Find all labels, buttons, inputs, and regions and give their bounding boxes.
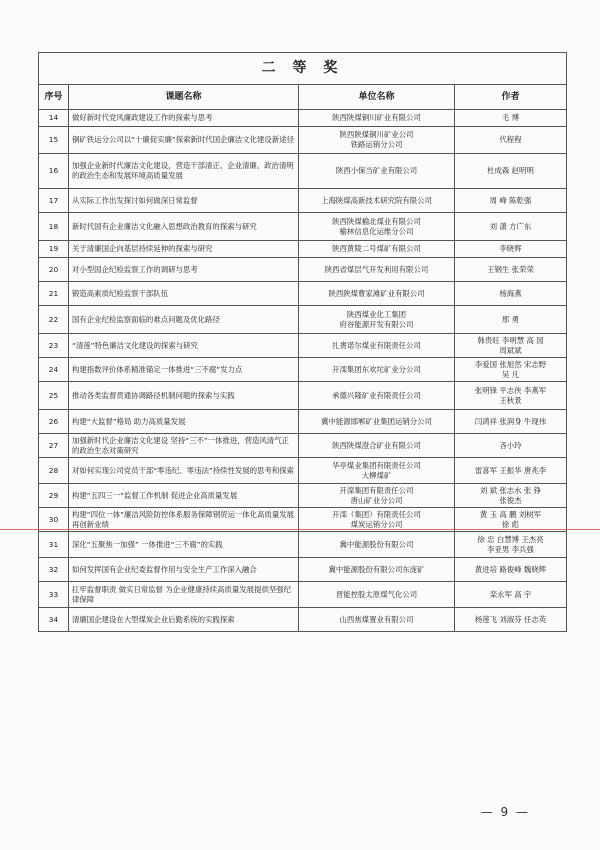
table-row [39, 410, 567, 434]
row-author: 王钢生 张荣荣 [455, 258, 567, 282]
row-number: 27 [39, 434, 69, 458]
row-number: 18 [39, 213, 69, 241]
header-topic: 课题名称 [69, 85, 299, 110]
row-unit: 冀中能源股份有限公司 [299, 532, 455, 558]
table-row [39, 582, 567, 608]
row-topic: 如何发挥国有企业纪委监督作用与安全生产工作深入融合 [69, 558, 299, 582]
row-topic: 清廉国企建设在大型煤炭企业后勤系统的实践探索 [69, 608, 299, 632]
table-row [39, 334, 567, 358]
row-unit: 陕西陕煤榆北煤业有限公司 榆林信息化运维分公司 [299, 213, 455, 241]
table-row [39, 258, 567, 282]
header-unit: 单位名称 [299, 85, 455, 110]
table-row [39, 154, 567, 189]
row-number: 14 [39, 110, 69, 127]
table-row [39, 458, 567, 484]
row-author: 黄进培 路俊峰 魏晓辉 [455, 558, 567, 582]
row-author: 栾永军 高 宇 [455, 582, 567, 608]
row-unit: 陕西黄陵二号煤矿有限公司 [299, 241, 455, 258]
row-topic: 对如何实现公司党员干部“零违纪、零违法”持续性发展的思考和探索 [69, 458, 299, 484]
table-row [39, 358, 567, 382]
table-row [39, 484, 567, 508]
row-unit: 扎赉诺尔煤业有限责任公司 [299, 334, 455, 358]
table-row [39, 382, 567, 410]
row-author: 吝小玲 [455, 434, 567, 458]
row-number: 29 [39, 484, 69, 508]
row-unit: 晋能控股太原煤气化公司 [299, 582, 455, 608]
header-author: 作者 [455, 85, 567, 110]
row-author: 张明锋 平志侠 李燕军 王秋景 [455, 382, 567, 410]
row-author: 刘 斌 张志水 张 铮 张俊杰 [455, 484, 567, 508]
row-unit: 冀中能源股份有限公司东庞矿 [299, 558, 455, 582]
row-number: 34 [39, 608, 69, 632]
row-author: 刘 潇 方广东 [455, 213, 567, 241]
row-topic: 构建“四位一体”廉洁风险防控体系服务保障钢贸运一体化高质量发展再创新业绩 [69, 508, 299, 532]
row-author: 李爱国 张旭然 宋志野 吴 凡 [455, 358, 567, 382]
table-row [39, 110, 567, 127]
row-topic: 推动各类监督贯通协调路径机制问题的探索与实践 [69, 382, 299, 410]
row-number: 19 [39, 241, 69, 258]
row-author: 黄 玉 高 鹏 刘树军 徐 彪 [455, 508, 567, 532]
row-number: 21 [39, 282, 69, 306]
row-topic: 构建“大监督”格局 助力高质量发展 [69, 410, 299, 434]
row-author: 杨莲飞 刘淑芬 任志英 [455, 608, 567, 632]
title-row [39, 53, 567, 85]
row-author: 邢 勇 [455, 306, 567, 334]
row-author: 杨海燕 [455, 282, 567, 306]
row-number: 24 [39, 358, 69, 382]
row-unit: 山西焦煤置业有限公司 [299, 608, 455, 632]
award-table [38, 52, 567, 632]
table-row [39, 127, 567, 154]
row-topic: 加强新时代企业廉洁文化建设 坚持“三不”一体推进，营造风清气正的政治生态对策研究 [69, 434, 299, 458]
row-author: 毛 博 [455, 110, 567, 127]
header-row [39, 85, 567, 110]
row-topic: 构建“五四三一”监督工作机制 促进企业高质量发展 [69, 484, 299, 508]
row-unit: 开滦集团有限责任公司 唐山矿业分公司 [299, 484, 455, 508]
row-author: 代程程 [455, 127, 567, 154]
row-author: 杜成森 赵明明 [455, 154, 567, 189]
header-no: 序号 [39, 85, 69, 110]
table-row [39, 189, 567, 213]
table-row [39, 608, 567, 632]
row-author: 闫鸿祥 张润身 牛现伟 [455, 410, 567, 434]
row-unit: 陕西小保当矿业有限公司 [299, 154, 455, 189]
row-topic: 扛牢监督职责 做实日常监督 为企业健康持续高质量发展提供坚强纪律保障 [69, 582, 299, 608]
row-unit: 开滦集团东欢坨矿业分公司 [299, 358, 455, 382]
row-author: 李晓辉 [455, 241, 567, 258]
row-number: 31 [39, 532, 69, 558]
row-topic: 新时代国有企业廉洁文化融入思想政治教育的探索与研究 [69, 213, 299, 241]
row-unit: 陕西陕煤铜川矿业公司 铁路运销分公司 [299, 127, 455, 154]
row-topic: 做好新时代党风廉政建设工作的探索与思考 [69, 110, 299, 127]
row-topic: 构建指数评价体系精准锚定一体推进“三不腐”发力点 [69, 358, 299, 382]
row-topic: 关于清廉国企向基层持续延伸的探索与研究 [69, 241, 299, 258]
row-unit: 开滦（集团）有限责任公司 煤炭运销分公司 [299, 508, 455, 532]
row-number: 20 [39, 258, 69, 282]
row-unit: 陕西陕煤澄合矿业有限公司 [299, 434, 455, 458]
row-author: 徐 忠 白慧博 王杰亮 李亚男 李兵强 [455, 532, 567, 558]
row-number: 17 [39, 189, 69, 213]
row-unit: 陕西煤业化工集团 府谷能源开发有限公司 [299, 306, 455, 334]
row-topic: 深化“五聚焦一加强” 一体推进“三不腐”的实践 [69, 532, 299, 558]
row-author: 韩贵旺 李明慧 高 园 周斌斌 [455, 334, 567, 358]
table-row [39, 213, 567, 241]
row-number: 26 [39, 410, 69, 434]
row-topic: 锻造高素质纪检监察干部队伍 [69, 282, 299, 306]
table-row [39, 241, 567, 258]
row-unit: 陕西省煤层气开发利用有限公司 [299, 258, 455, 282]
table-row [39, 508, 567, 532]
row-number: 15 [39, 127, 69, 154]
row-topic: 铜矿铁运分公司以“十廉促实廉”探索新时代国企廉洁文化建设新途径 [69, 127, 299, 154]
table-row [39, 434, 567, 458]
table-row [39, 306, 567, 334]
row-topic: 从实际工作出发探讨如何做深日常监督 [69, 189, 299, 213]
row-unit: 承德兴隆矿业有限责任公司 [299, 382, 455, 410]
row-author: 雷喜军 王振华 唐兆李 [455, 458, 567, 484]
row-number: 25 [39, 382, 69, 410]
row-number: 23 [39, 334, 69, 358]
page-number: — 9 — [480, 805, 530, 819]
row-number: 30 [39, 508, 69, 532]
award-title: 二 等 奖 [39, 53, 567, 85]
table-row [39, 532, 567, 558]
row-number: 28 [39, 458, 69, 484]
row-author: 周 峰 陈乾强 [455, 189, 567, 213]
row-number: 33 [39, 582, 69, 608]
row-unit: 上海陕煤高新技术研究院有限公司 [299, 189, 455, 213]
row-topic: 加强企业新时代廉洁文化建设，营造干部清正、企业清廉、政治清明的政治生态和发展环境高质量发展 [69, 154, 299, 189]
row-topic: 对小型国企纪检监察工作的调研与思考 [69, 258, 299, 282]
row-number: 32 [39, 558, 69, 582]
row-number: 16 [39, 154, 69, 189]
row-topic: 国有企业纪检监察面临的难点问题及优化路径 [69, 306, 299, 334]
row-topic: “清莲”特色廉洁文化建设的探索与研究 [69, 334, 299, 358]
row-unit: 陕西陕煤铜川矿业有限公司 [299, 110, 455, 127]
table-row [39, 558, 567, 582]
row-unit: 华亭煤业集团有限责任公司 大柳煤矿 [299, 458, 455, 484]
table-row [39, 282, 567, 306]
row-unit: 冀中能源邯郸矿业集团运销分公司 [299, 410, 455, 434]
row-number: 22 [39, 306, 69, 334]
red-underline [0, 529, 600, 530]
row-unit: 陕西陕煤曹家滩矿业有限公司 [299, 282, 455, 306]
